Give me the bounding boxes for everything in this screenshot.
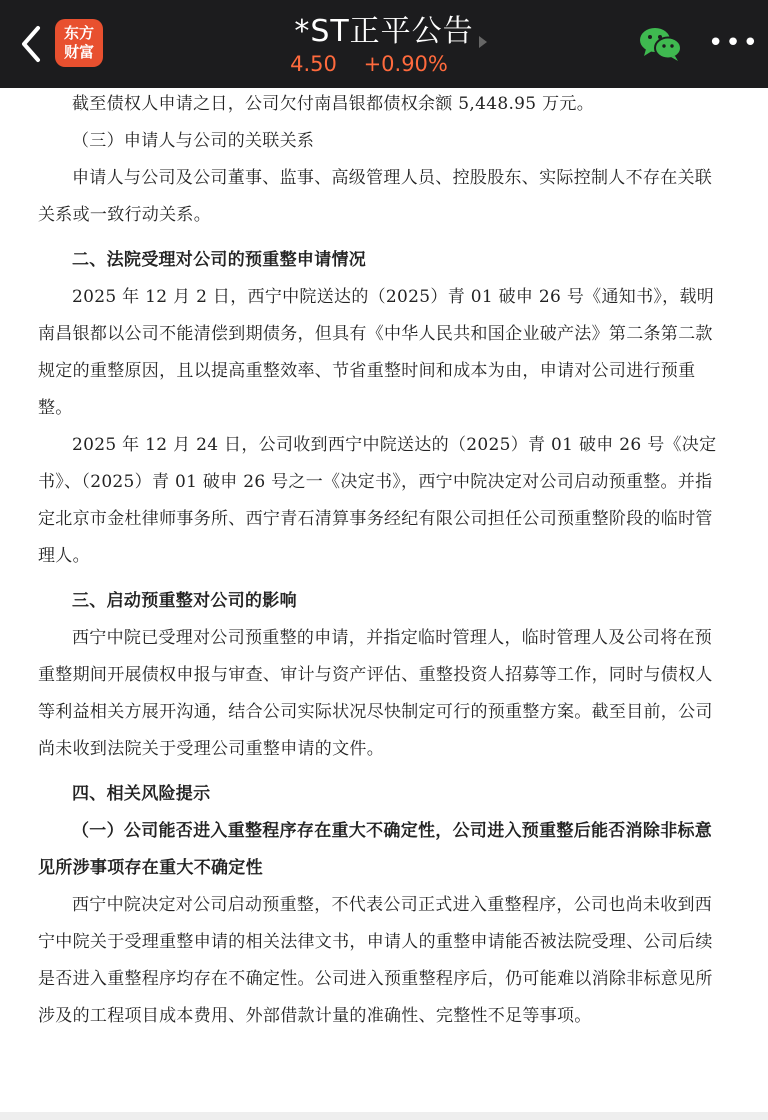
- section-heading: 四、相关风险提示: [72, 784, 211, 804]
- stock-quote: [0, 52, 738, 76]
- page-title: *ST正平公告: [294, 14, 474, 49]
- stock-change: +0.90%: [363, 52, 448, 76]
- paragraph: 西宁中院已受理对公司预重整的申请，并指定临时管理人，临时管理人及公司将在预重整期间开展债权申报与审查、审计与资产评估、重整投资人招募等工作，同时与债权人等利益相关方展开沟通，结合公司实际状况尽快制定可行的预重整方案。截至目前，公司尚未收到法院关于受理公司重整申请的文件。: [38, 628, 713, 759]
- bottom-divider: [0, 1112, 768, 1120]
- paragraph: 申请人与公司及公司董事、监事、高级管理人员、控股股东、实际控制人不存在关联关系或一致行动关系。: [38, 168, 713, 225]
- paragraph: 西宁中院决定对公司启动预重整，不代表公司正式进入重整程序，公司也尚未收到西宁中院关于受理重整申请的相关法律文书，申请人的重整申请能否被法院受理、公司后续是否进入重整程序均存在不确定性。公司进入预重整程序后，仍可能难以消除非标意见所涉及的工程项目成本费用、外部借款计量的准确性、完整性不足等事项。: [38, 895, 713, 1026]
- stock-price: 4.50: [290, 52, 337, 76]
- paragraph: （三）申请人与公司的关联关系: [72, 131, 315, 151]
- paragraph: 2025 年 12 月 24 日，公司收到西宁中院送达的（2025）青 01 破申 26 号《决定书》、（2025）青 01 破申 26 号之一《决定书》，西宁中院决定对公司启动预重整。并指定北京市金杜律师事务所、西宁青石清算事务经纪有限公司担任公司预重整阶段的临时管理人。: [38, 435, 717, 566]
- more-icon: •••: [708, 28, 761, 58]
- section-heading: 三、启动预重整对公司的影响: [72, 591, 297, 611]
- more-button[interactable]: [708, 28, 761, 58]
- logo-line1: 东方: [63, 24, 94, 42]
- wechat-share-button[interactable]: [638, 26, 682, 62]
- top-bar: [0, 0, 768, 88]
- wechat-icon: [638, 26, 682, 62]
- announcement-body: [38, 86, 728, 1035]
- paragraph: 2025 年 12 月 2 日，西宁中院送达的（2025）青 01 破申 26 号《通知书》，载明南昌银都以公司不能清偿到期债务，但具有《中华人民共和国企业破产法》第二条第二款规定的重整原因，且以提高重整效率、节省重整时间和成本为由，申请对公司进行预重整。: [38, 287, 715, 418]
- paragraph: 截至债权人申请之日，公司欠付南昌银都债权余额 5,448.95 万元。: [72, 94, 595, 114]
- logo-line2: 财富: [63, 43, 94, 61]
- section-heading: （一）公司能否进入重整程序存在重大不确定性，公司进入预重整后能否消除非标意见所涉事项存在重大不确定性: [38, 821, 713, 878]
- play-arrow-icon: [479, 36, 487, 48]
- section-heading: 二、法院受理对公司的预重整申请情况: [72, 250, 367, 270]
